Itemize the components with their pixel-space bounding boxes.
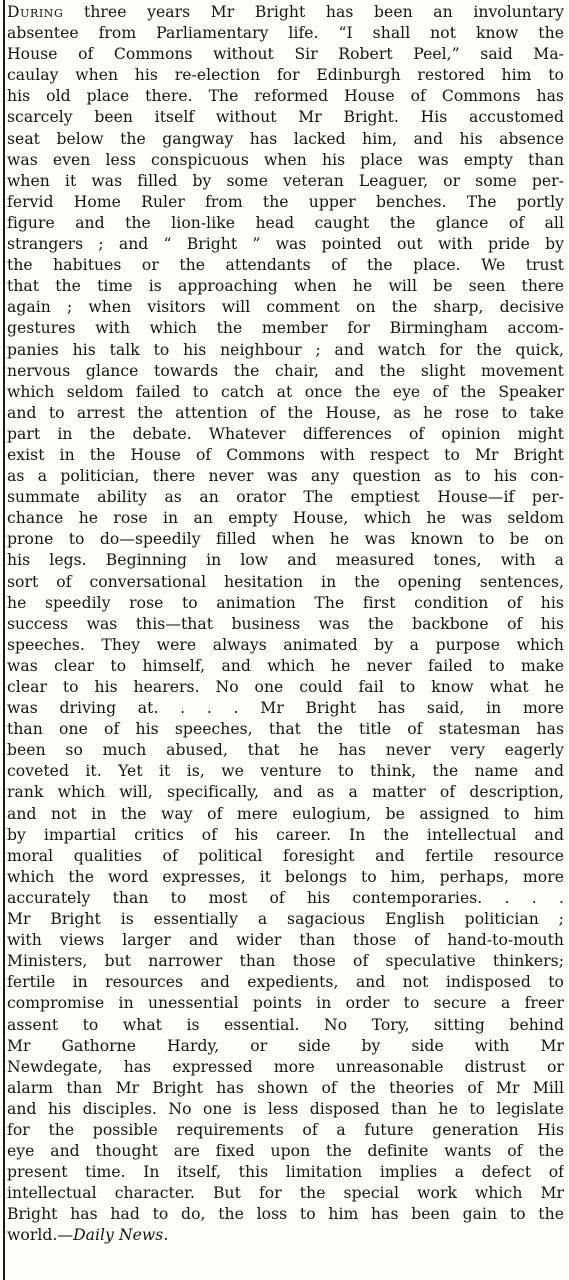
article-line-last bbox=[7, 1225, 564, 1246]
article-line: Newdegate, has expressed more unreasonable distrust or bbox=[7, 1057, 564, 1076]
article-line: summate ability as an orator The emptiest House—if per- bbox=[7, 488, 564, 507]
article-line: and to arrest the attention of the House, as he rose to take bbox=[7, 403, 564, 422]
column-rule bbox=[3, 0, 5, 1280]
article-line: scarcely been itself without Mr Bright. His accustomed bbox=[7, 108, 564, 127]
article-line: and not in the way of mere eulogium, be assigned to him bbox=[7, 804, 564, 823]
article-line: that the time is approaching when he will be seen there bbox=[7, 277, 564, 296]
article-line: his legs. Beginning in low and measured tones, with a bbox=[7, 551, 564, 570]
article-line: caulay when his re-election for Edinburgh restored him to bbox=[7, 66, 564, 85]
article-line: sort of conversational hesitation in the opening sentences, bbox=[7, 572, 564, 591]
article-line: eye and thought are fixed upon the definite wants of the bbox=[7, 1142, 564, 1161]
article-line: exist in the House of Commons with respect to Mr Bright bbox=[7, 445, 564, 464]
article-line: prone to do—speedily filled when he was known to be on bbox=[7, 530, 564, 549]
article-line: nervous glance towards the chair, and the slight movement bbox=[7, 361, 564, 380]
article-line: present time. In itself, this limitation implies a defect of bbox=[7, 1163, 564, 1182]
article-line: Bright has had to do, the loss to him has been gain to the bbox=[7, 1205, 564, 1224]
article-line: Ministers, but narrower than those of speculative thinkers; bbox=[7, 952, 564, 971]
article-line: House of Commons without Sir Robert Peel,” said Ma- bbox=[7, 45, 564, 64]
article-body bbox=[7, 2, 564, 1247]
article-line: Mr Gathorne Hardy, or side by side with Mr bbox=[7, 1036, 564, 1055]
article-line: three years Mr Bright has been an involuntary bbox=[63, 3, 564, 21]
article-line: Mr Bright is essentially a sagacious English politician ; bbox=[7, 910, 564, 929]
article-line: panies his talk to his neighbour ; and watch for the quick, bbox=[7, 340, 564, 359]
article-line: alarm than Mr Bright has shown of the theories of Mr Mill bbox=[7, 1078, 564, 1097]
source-credit: Daily News. bbox=[73, 1226, 169, 1245]
article-line: moral qualities of political foresight and fertile resource bbox=[7, 846, 564, 865]
article-line: chance he rose in an empty House, which he was seldom bbox=[7, 509, 564, 528]
closing-text: world.— bbox=[7, 1226, 74, 1245]
article-line: was driving at. . . . Mr Bright has said, in more bbox=[7, 699, 564, 718]
opening-word: During bbox=[7, 3, 64, 21]
article-line: strangers ; and “ Bright ” was pointed out with pride by bbox=[7, 235, 564, 254]
article-line: assent to what is essential. No Tory, sitting behind bbox=[7, 1015, 564, 1034]
article-line: seat below the gangway has lacked him, and his absence bbox=[7, 129, 564, 148]
article-line: by impartial critics of his career. In the intellectual and bbox=[7, 825, 564, 844]
article-line: clear to his hearers. No one could fail to know what he bbox=[7, 678, 564, 696]
article-line: gestures with which the member for Birmingham accom- bbox=[7, 319, 564, 338]
article-line: which seldom failed to catch at once the eye of the Speaker bbox=[7, 382, 564, 401]
article-line-first bbox=[7, 2, 564, 23]
article-line: absentee from Parliamentary life. “I shall not know the bbox=[7, 24, 564, 43]
article-line: coveted it. Yet it is, we venture to think, the name and bbox=[7, 762, 564, 781]
article-line: success was this—that business was the backbone of his bbox=[7, 614, 564, 633]
article-line: intellectual character. But for the special work which Mr bbox=[7, 1184, 564, 1203]
article-line: was clear to himself, and which he never failed to make bbox=[7, 656, 564, 675]
article-line: was even less conspicuous when his place was empty than bbox=[7, 150, 564, 169]
article-line: than one of his speeches, that the title of statesman has bbox=[7, 720, 564, 739]
article-line: his old place there. The reformed House of Commons has bbox=[7, 87, 564, 106]
article-line: again ; when visitors will comment on the sharp, decisive bbox=[7, 298, 564, 317]
article-line: fertile in resources and expedients, and not indisposed to bbox=[7, 973, 564, 992]
article-line: for the possible requirements of a future generation His bbox=[7, 1120, 564, 1139]
article-line: the habitues or the attendants of the place. We trust bbox=[7, 256, 564, 275]
article-line: with views larger and wider than those of hand-to-mouth bbox=[7, 931, 564, 950]
article-line: figure and the lion-like head caught the glance of all bbox=[7, 213, 564, 232]
article-line: fervid Home Ruler from the upper benches. The portly bbox=[7, 192, 564, 211]
article-line: speeches. They were always animated by a purpose which bbox=[7, 635, 564, 654]
article-line: when it was filled by some veteran Leaguer, or some per- bbox=[7, 171, 564, 190]
article-line: which the word expresses, it belongs to him, perhaps, more bbox=[7, 867, 564, 886]
article-line: he speedily rose to animation The first condition of his bbox=[7, 593, 564, 612]
article-line: compromise in unessential points in order to secure a freer bbox=[7, 994, 564, 1013]
article-line: rank which will, specifically, and as a matter of description, bbox=[7, 783, 564, 802]
article-line: as a politician, there never was any question as to his con- bbox=[7, 467, 564, 486]
article-line: and his disciples. No one is less disposed than he to legislate bbox=[7, 1099, 564, 1118]
article-line: accurately than to most of his contemporaries. . . . bbox=[7, 888, 564, 907]
article-line: part in the debate. Whatever differences of opinion might bbox=[7, 424, 564, 443]
article-line: been so much abused, that he has never very eagerly bbox=[7, 741, 564, 760]
